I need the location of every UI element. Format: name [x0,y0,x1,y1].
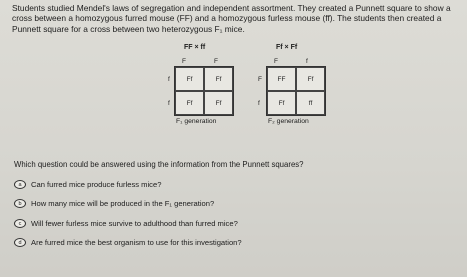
row-header: F [258,76,262,83]
generation-caption: F₁ generation [176,118,217,125]
generation-caption: F₂ generation [268,118,309,125]
punnett-grid [266,66,326,116]
question-text: Which question could be answered using the information from the Punnett squares? [14,160,304,169]
intro-paragraph: Students studied Mendel's laws of segregation and independent assortment. They created a Punnett square to show a cross between a homozygous furred mouse (FF) and a homozygous furless mouse (ff). The students then created a Punnett square for a cross between two heterozygous F₁ mice. [12,3,451,34]
option-letter-bubble[interactable]: d [14,238,26,247]
grid-cell: Ff [296,67,325,91]
grid-cell: ff [296,91,325,115]
punnett-square-f2 [258,44,328,134]
col-header: F [274,58,278,65]
cross-label: Ff × Ff [276,44,298,51]
option-text: Are furred mice the best organism to use for this investigation? [31,238,242,247]
option-letter-bubble[interactable]: c [14,219,26,228]
row-header: f [258,100,260,107]
answer-option-c[interactable] [14,219,238,228]
option-text: Will fewer furless mice survive to adulthood than furred mice? [31,219,238,228]
col-header: F [182,58,186,65]
cross-label: FF × ff [184,44,206,51]
answer-option-d[interactable] [14,238,242,247]
row-header: f [168,100,170,107]
punnett-square-f1 [168,44,238,134]
grid-cell: Ff [267,91,296,115]
grid-cell: Ff [204,67,233,91]
grid-cell: Ff [175,67,204,91]
option-letter-bubble[interactable]: a [14,180,26,189]
col-header: F [214,58,218,65]
option-text: How many mice will be produced in the F₁ generation? [31,199,215,208]
col-header: f [306,58,308,65]
punnett-grid [174,66,234,116]
row-header: f [168,76,170,83]
answer-option-b[interactable] [14,199,214,208]
option-letter-bubble[interactable]: b [14,199,26,208]
grid-cell: Ff [175,91,204,115]
option-text: Can furred mice produce furless mice? [31,180,162,189]
answer-option-a[interactable] [14,180,161,189]
grid-cell: FF [267,67,296,91]
grid-cell: Ff [204,91,233,115]
